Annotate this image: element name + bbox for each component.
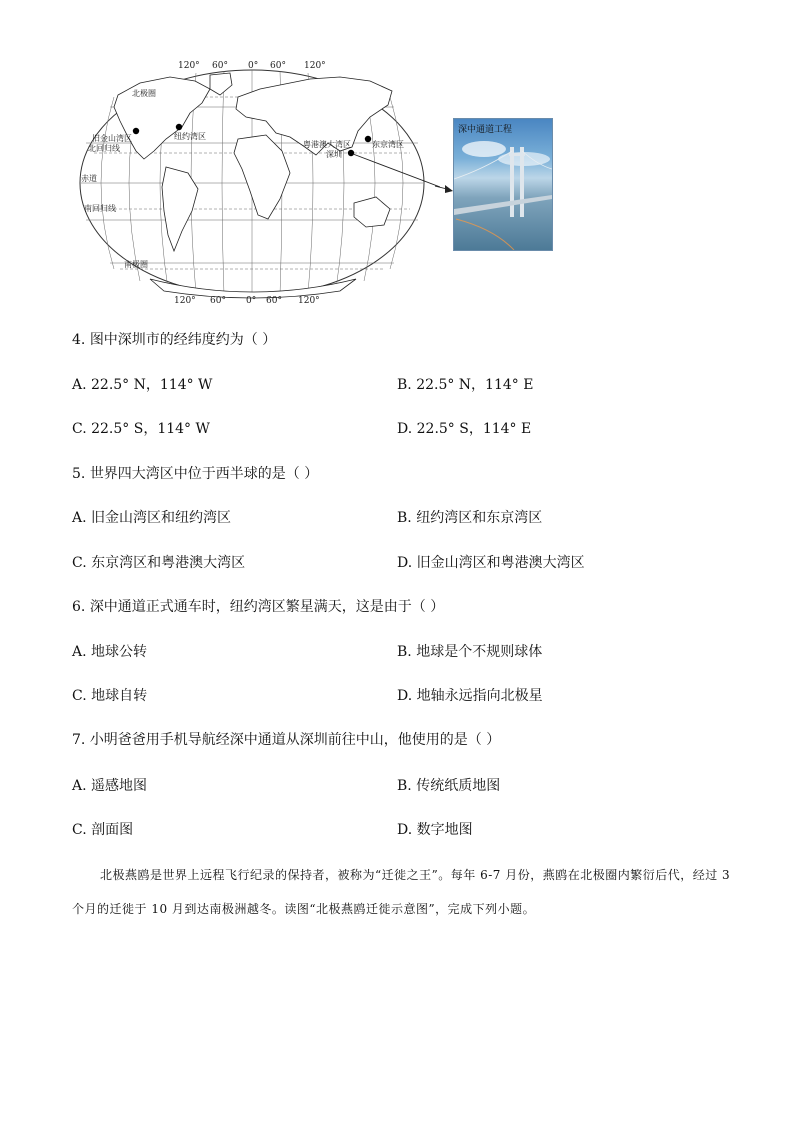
new-york-marker bbox=[176, 124, 182, 130]
gba-label: 粤港澳大湾区 bbox=[303, 140, 351, 149]
top-lon-label: 60° bbox=[212, 61, 228, 71]
photo-title: 深中通道工程 bbox=[458, 125, 513, 135]
equator-label: 赤道 bbox=[81, 174, 97, 183]
tokyo-marker bbox=[365, 136, 371, 142]
question-7-stem bbox=[72, 731, 500, 749]
option-c[interactable]: C. 东京湾区和粤港澳大湾区 bbox=[72, 555, 246, 571]
shenzhen-label: 深圳 bbox=[326, 150, 342, 159]
san-francisco-marker bbox=[133, 128, 139, 134]
option-d[interactable]: D. 数字地图 bbox=[397, 822, 473, 838]
option-d[interactable]: D. 地轴永远指向北极星 bbox=[397, 688, 543, 704]
question-6-stem bbox=[72, 598, 444, 616]
option-c[interactable]: C. 剖面图 bbox=[72, 822, 134, 838]
question-text: 世界四大湾区中位于西半球的是（ ） bbox=[89, 466, 319, 482]
option-d[interactable]: D. 旧金山湾区和粤港澳大湾区 bbox=[397, 555, 585, 571]
bottom-lon-label: 120° bbox=[174, 296, 196, 305]
top-lon-label: 60° bbox=[270, 61, 286, 71]
top-lon-label: 120° bbox=[304, 61, 326, 71]
san-francisco-label: 旧金山湾区 bbox=[92, 134, 132, 143]
arctic-circle-label: 北极圈 bbox=[132, 89, 156, 98]
reading-passage: 北极燕鸥是世界上远程飞行纪录的保持者，被称为“迁徙之王”。每年 6-7 月份，燕鸥在北极圈内繁衍后代，经过 3 个月的迁徙于 10 月到达南极洲越冬。读图“北极燕鸥迁徙示意图”，完成下列小题。 bbox=[72, 868, 731, 916]
option-c[interactable]: C. 地球自转 bbox=[72, 688, 148, 704]
option-a[interactable]: A. 地球公转 bbox=[72, 644, 148, 660]
bottom-lon-label: 60° bbox=[210, 296, 226, 305]
top-lon-label: 120° bbox=[178, 61, 200, 71]
world-map bbox=[70, 55, 440, 305]
option-a[interactable]: A. 22.5° N，114° W bbox=[72, 377, 213, 393]
option-b[interactable]: B. 传统纸质地图 bbox=[397, 778, 501, 794]
antarctic-circle-label: 南极圈 bbox=[124, 260, 148, 269]
question-text: 图中深圳市的经纬度约为（ ） bbox=[89, 332, 277, 348]
question-5-stem bbox=[72, 465, 318, 483]
bridge-photo bbox=[453, 118, 553, 251]
option-a[interactable]: A. 旧金山湾区和纽约湾区 bbox=[72, 510, 232, 526]
option-b[interactable]: B. 地球是个不规则球体 bbox=[397, 644, 543, 660]
gba-marker bbox=[348, 150, 354, 156]
tropic-north-label: 北回归线 bbox=[88, 144, 120, 153]
continents bbox=[114, 73, 392, 298]
pointer-arrow bbox=[435, 176, 455, 196]
new-york-label: 纽约湾区 bbox=[174, 132, 206, 141]
tokyo-label: 东京湾区 bbox=[372, 140, 404, 149]
top-lon-label: 0° bbox=[248, 61, 259, 71]
question-number: 4. bbox=[72, 332, 86, 348]
question-4-stem bbox=[72, 331, 276, 349]
question-text: 深中通道正式通车时，纽约湾区繁星满天，这是由于（ ） bbox=[89, 599, 445, 615]
question-text: 小明爸爸用手机导航经深中通道从深圳前往中山，他使用的是（ ） bbox=[89, 732, 501, 748]
option-c[interactable]: C. 22.5° S，114° W bbox=[72, 421, 210, 437]
bottom-lon-label: 60° bbox=[266, 296, 282, 305]
question-number: 5. bbox=[72, 466, 86, 482]
question-number: 6. bbox=[72, 599, 86, 615]
option-b[interactable]: B. 22.5° N，114° E bbox=[397, 377, 534, 393]
bottom-lon-label: 0° bbox=[246, 296, 257, 305]
option-b[interactable]: B. 纽约湾区和东京湾区 bbox=[397, 510, 543, 526]
bottom-lon-label: 120° bbox=[298, 296, 320, 305]
tropic-south-label: 南回归线 bbox=[84, 204, 116, 213]
option-d[interactable]: D. 22.5° S，114° E bbox=[397, 421, 532, 437]
question-number: 7. bbox=[72, 732, 86, 748]
option-a[interactable]: A. 遥感地图 bbox=[72, 778, 148, 794]
